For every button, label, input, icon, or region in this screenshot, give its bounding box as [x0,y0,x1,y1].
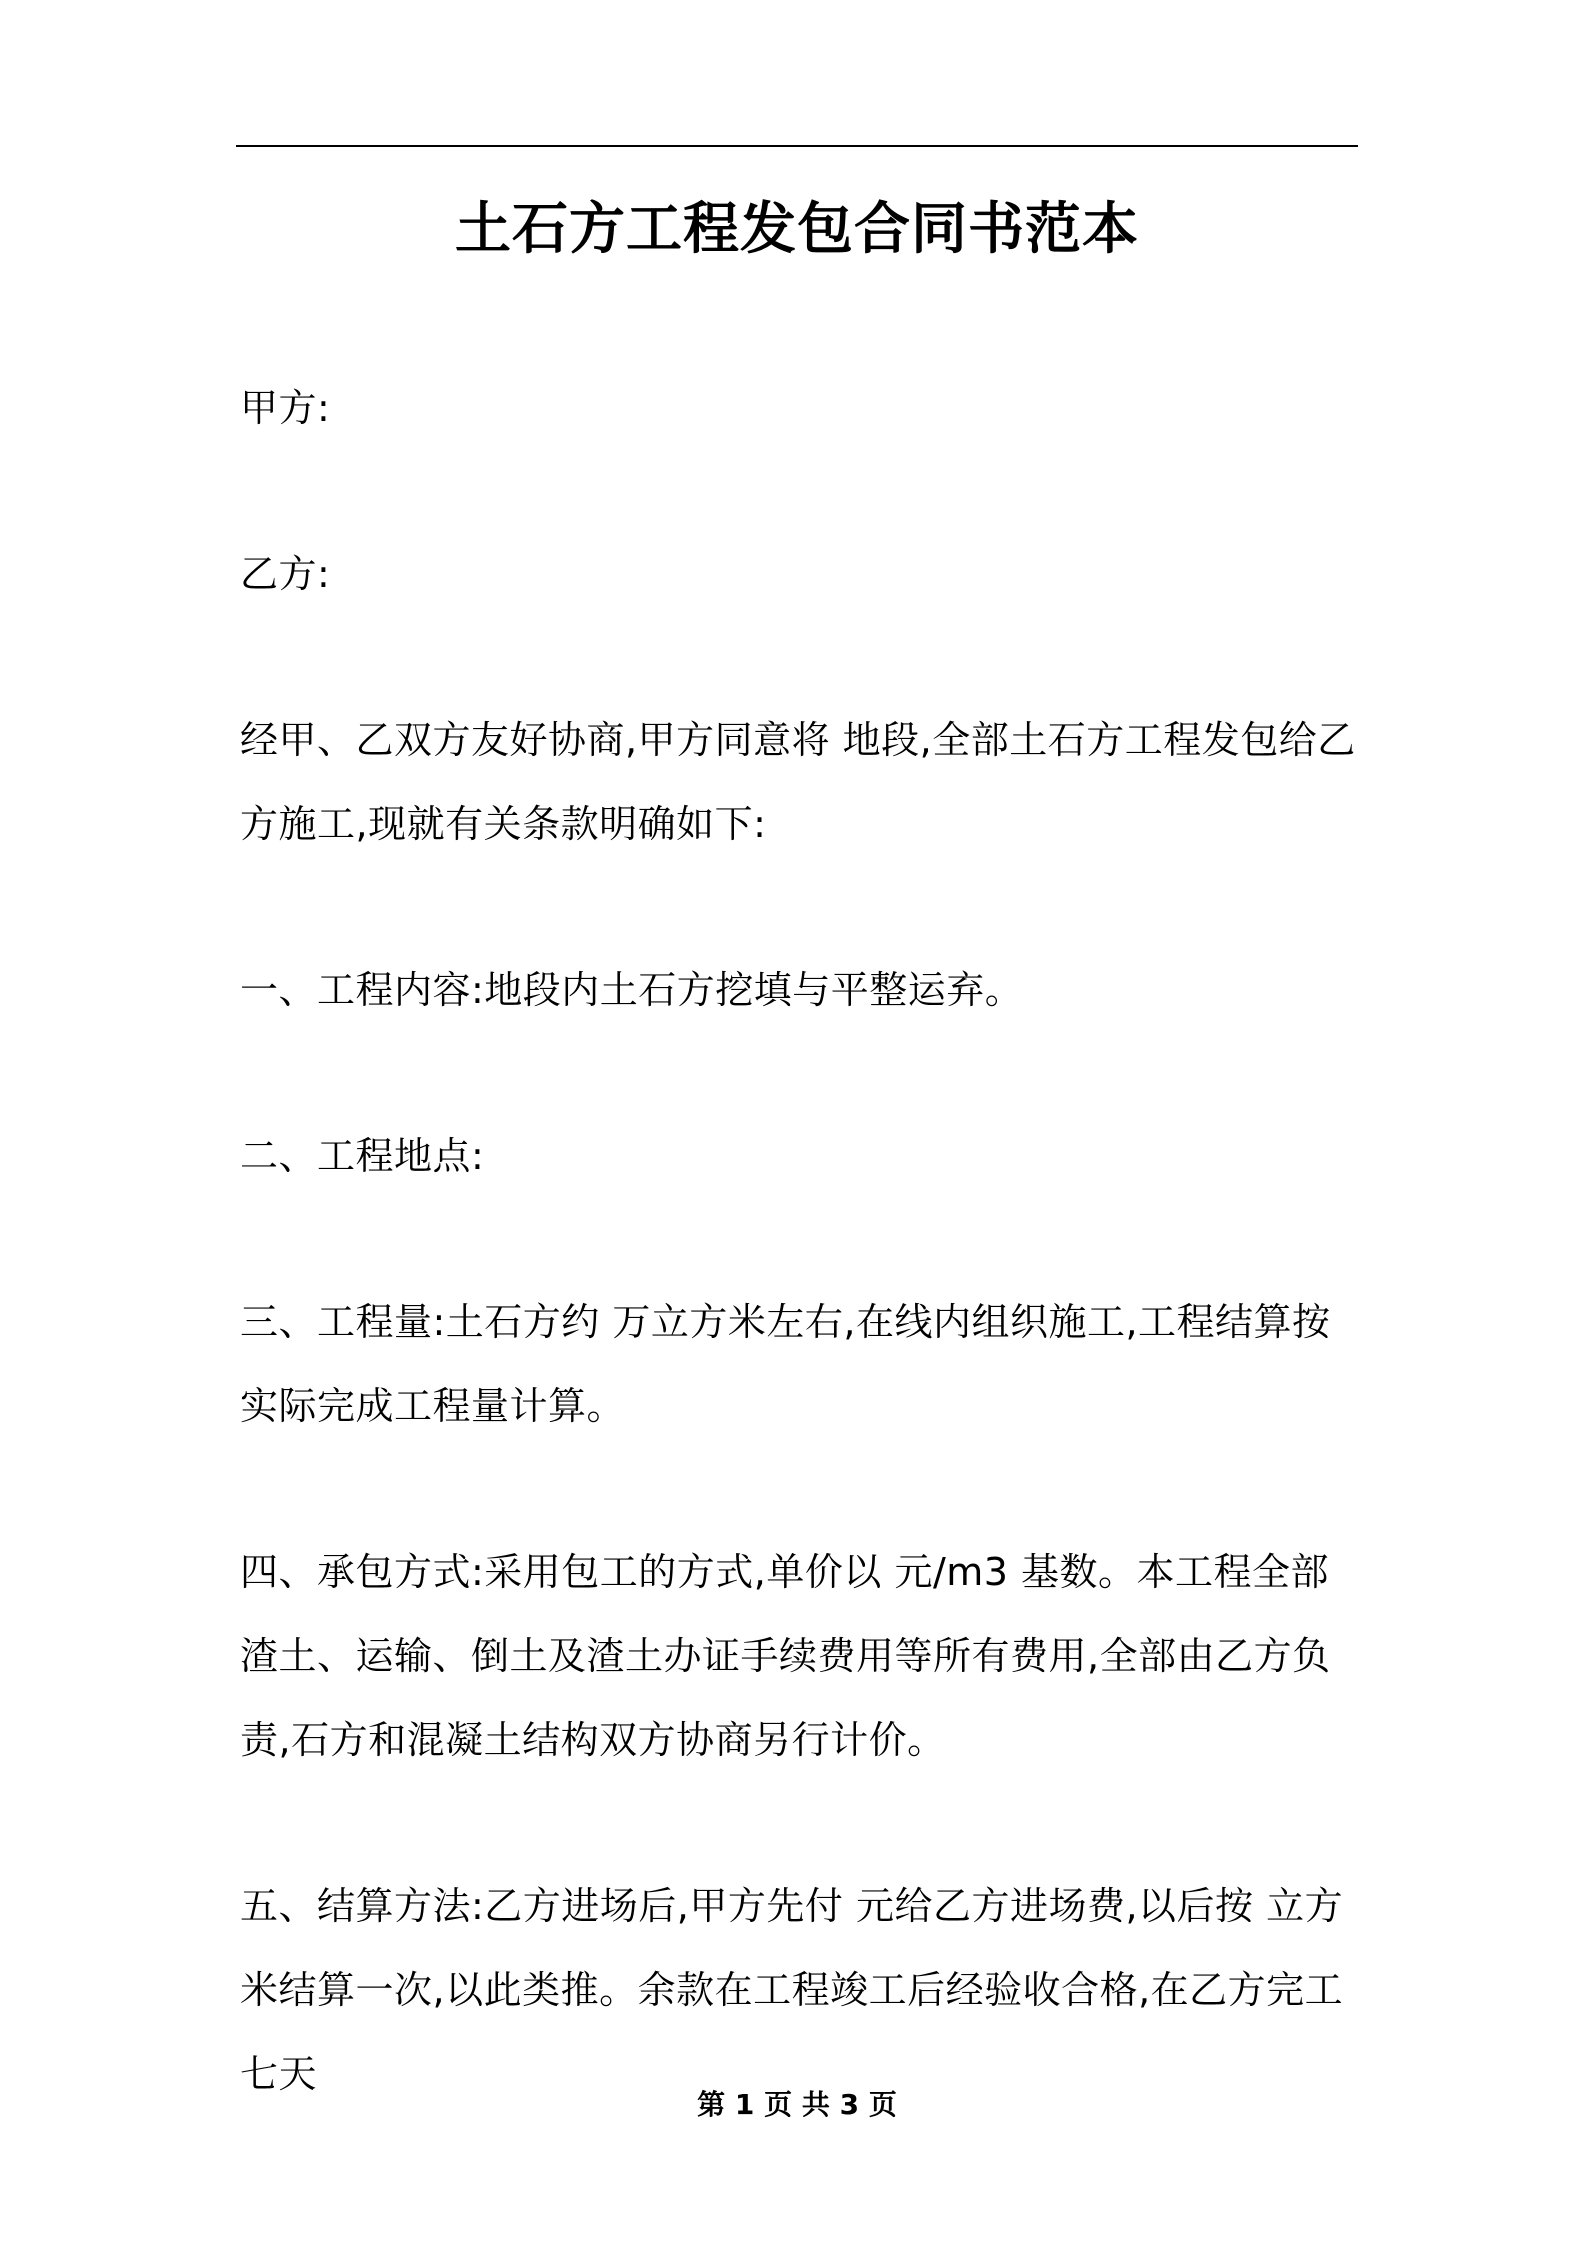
clause-5-paragraph: 五、结算方法:乙方进场后,甲方先付 元给乙方进场费,以后按 立方米结算一次,以此类推。余款在工程竣工后经验收合格,在乙方完工七天 [240,1884,1344,2096]
document-title: 土石方工程发包合同书范本 [455,197,1139,262]
page-footer: 第 1 页 共 3 页 [697,2088,897,2121]
party-a-label: 甲方: [240,386,331,430]
header-rule [236,145,1358,147]
party-b-label: 乙方: [240,552,331,596]
preamble-paragraph: 经甲、乙双方友好协商,甲方同意将 地段,全部土石方工程发包给乙方施工,现就有关条款明确如下: [240,718,1356,846]
clause-4-paragraph: 四、承包方式:采用包工的方式,单价以 元/m3 基数。本工程全部渣土、运输、倒土及渣土办证手续费用等所有费用,全部由乙方负责,石方和混凝土结构双方协商另行计价。 [240,1550,1331,1762]
clause-1-paragraph: 一、工程内容:地段内土石方挖填与平整运弃。 [240,968,1024,1012]
clause-2-paragraph: 二、工程地点: [240,1134,485,1178]
clause-3-paragraph: 三、工程量:土石方约 万立方米左右,在线内组织施工,工程结算按实际完成工程量计算。 [240,1300,1331,1428]
